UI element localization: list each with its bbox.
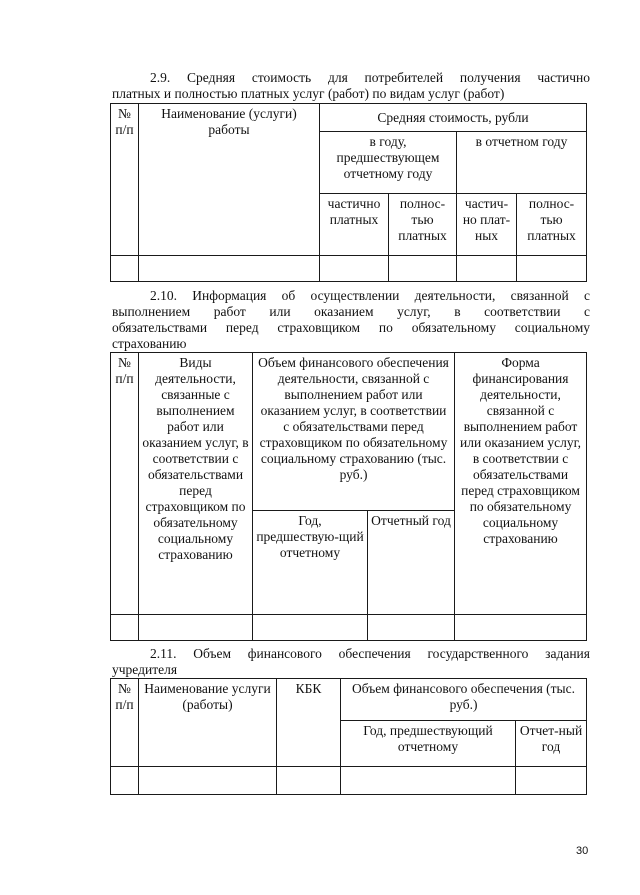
col-number-header: № п/п bbox=[111, 353, 139, 615]
col-number-header: № п/п bbox=[111, 104, 139, 256]
section-2-10-heading-line1: 2.10. Информация об осуществлении деятельности, связанной с bbox=[150, 288, 590, 303]
col-partial-paid-prev: частично платных bbox=[320, 194, 389, 256]
table-2-11 bbox=[110, 678, 587, 795]
section-2-10-heading-line3: обязательствами перед страховщиком по обязательному социальному bbox=[112, 320, 590, 335]
col-financing-form-header: Форма финансирования деятельности, связанной с выполнением работ или оказанием услуг, в соответствии с обязательствами перед страховщиком по обязательному социальному страхованию bbox=[455, 353, 587, 615]
section-2-9-heading-line2: платных и полностью платных услуг (работ) по видам услуг (работ) bbox=[112, 86, 505, 101]
col-financing-volume-header: Объем финансового обеспечения (тыс. руб.) bbox=[341, 679, 587, 721]
table-2-9 bbox=[110, 103, 587, 282]
col-report-year-header: Отчетный год bbox=[368, 511, 455, 615]
section-2-9-heading-line1: 2.9. Средняя стоимость для потребителей получения частично bbox=[150, 70, 590, 85]
table-row bbox=[111, 615, 587, 641]
table-2-10 bbox=[110, 352, 587, 641]
col-service-name-header: Наименование услуги (работы) bbox=[139, 679, 277, 767]
col-number-header: № п/п bbox=[111, 679, 139, 767]
section-2-11-heading-line2: учредителя bbox=[112, 662, 178, 677]
col-activity-types-header: Виды деятельности, связанные с выполнением работ или оказанием услуг, в соответствии с обязательствами перед страховщиком по обязательному социальному страхованию bbox=[139, 353, 253, 615]
col-partial-paid-report: частич-но плат-ных bbox=[457, 194, 517, 256]
col-name-header: Наименование (услуги) работы bbox=[139, 104, 320, 256]
col-full-paid-prev: полнос-тью платных bbox=[389, 194, 457, 256]
col-kbk-header: КБК bbox=[277, 679, 341, 767]
page-number: 30 bbox=[576, 845, 589, 857]
col-report-year-header: в отчетном году bbox=[457, 132, 587, 194]
section-2-11-heading-line1: 2.11. Объем финансового обеспечения государственного задания bbox=[150, 646, 590, 661]
table-row bbox=[111, 256, 587, 282]
col-previous-year-header: Год, предшествующий отчетному bbox=[341, 721, 516, 767]
col-report-year-header: Отчет-ный год bbox=[516, 721, 587, 767]
section-2-10-heading-line4: страхованию bbox=[112, 336, 187, 351]
col-previous-year-header: в году, предшествующем отчетному году bbox=[320, 132, 457, 194]
col-full-paid-report: полнос-тью платных bbox=[517, 194, 587, 256]
col-financing-volume-header: Объем финансового обеспечения деятельности, связанной с выполнением работ или оказанием услуг, в соответствии с обязательствами перед страховщиком по обязательному социальному страхованию (тыс. руб.) bbox=[253, 353, 455, 511]
col-average-cost-header: Средняя стоимость, рубли bbox=[320, 104, 587, 132]
col-previous-year-header: Год, предшествую-щий отчетному bbox=[253, 511, 368, 615]
section-2-10-heading-line2: выполнением работ или оказанием услуг, в соответствии с bbox=[112, 304, 590, 319]
table-row bbox=[111, 767, 587, 795]
